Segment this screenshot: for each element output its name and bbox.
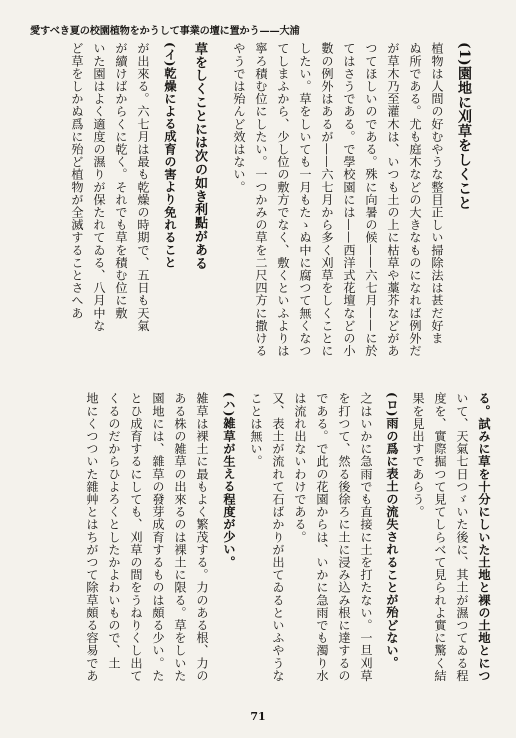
item-heading: (ハ)雑草が生える程度が少い。 <box>222 392 236 569</box>
text-column: 之はいかに急雨でも直接に土を打たない。一旦刈草 <box>359 392 373 682</box>
text-column: が出來る。六七月は最も乾燥の時期で、五日も天氣 <box>136 42 150 332</box>
text-column: は流れ出ないわけである。 <box>293 392 307 544</box>
text-column: 又、表土が流れて石ばかりが出てゐるといふやうな <box>271 392 285 682</box>
text-column: ど草をしかぬ爲に殆ど植物が全滅することさへあ <box>70 42 84 320</box>
page-number: 71 <box>250 710 266 723</box>
text-column: いて、天氣七日つゞいた後に、其土が濕つてゐる程 <box>455 392 469 682</box>
text-column: 果を見出すであらう。 <box>411 392 425 518</box>
subheading: 草をしくことには次の如き利點がある <box>192 42 207 270</box>
text-column: 園地には、雜草の發芽成育するものは頗る少い。た <box>151 392 165 682</box>
text-column: である。で此の花園からは、いかに急雨でも濁り水 <box>315 392 329 682</box>
text-column: つてほしいのである。殊に向暑の候——六七月——に於 <box>364 42 378 357</box>
text-column: 度を、實際掘つて見てしらべて見られよ實に驚く結 <box>433 392 447 682</box>
text-column: いた園はよく適度の濕りが保たれてゐる、八月中な <box>92 42 106 332</box>
text-column: てはさうである。で學校園には——西洋式花壇などの小 <box>342 42 356 357</box>
text-column: る。試みに草を十分にしいた土地と裸の土地とにつ <box>477 392 491 682</box>
section-heading: (1)園地に刈草をしくこと <box>456 42 472 211</box>
text-column: が續けばからくに乾く。それでも草を積む位に敷 <box>114 42 128 320</box>
text-column: 寧ろ積む位にしたい。一つかみの草を二尺四方に撒ける <box>254 42 268 357</box>
text-column: 數の例外はあるが——六七月から多く刈草をしくことに <box>320 42 334 357</box>
running-header: 愛すべき夏の校園植物をかうして事業の壇に置かう——大浦 <box>30 25 300 37</box>
text-column: を打つて、然る後徐ろに土に浸み込み根に達するの <box>337 392 351 682</box>
item-heading: (ロ)雨の爲に表土の流失されることが殆どない。 <box>385 392 399 669</box>
text-column: ぬ所である。尤も庭木などの大きなものになれば例外だ <box>408 42 422 357</box>
text-column: 地にくつついた雜艸とはちがつて除草頗る容易であ <box>85 392 99 682</box>
text-column: やうでは殆んど效はない。 <box>232 42 246 194</box>
text-column: とひ成育するにしても、刈草の間をうねりくし出て <box>129 392 143 682</box>
text-column: 雑草は裸土に最もよく繁茂する。力のある根、力の <box>195 392 209 682</box>
text-column: てしまふから、少し位の敷方でなく、敷くといふよりは <box>276 42 290 357</box>
text-column: ことは無い。 <box>249 392 263 468</box>
text-column: 植物は人間の好むやうな整目正しい掃除法は甚だ好ま <box>430 42 444 345</box>
text-column: したい。草をしいても一月もたゝぬ中に腐つて無くなつ <box>298 42 312 357</box>
text-column: が草木乃至灌木は、いつも土の上に枯草や藁芥などがあ <box>386 42 400 357</box>
text-column: ある株の雑草の出來るのは裸土に限る。草をしいた <box>173 392 187 682</box>
item-heading: (イ)乾燥による成育の害より免れること <box>163 42 177 269</box>
text-column: くるのだからひよろくとしたかよわいもので、土 <box>107 392 121 670</box>
